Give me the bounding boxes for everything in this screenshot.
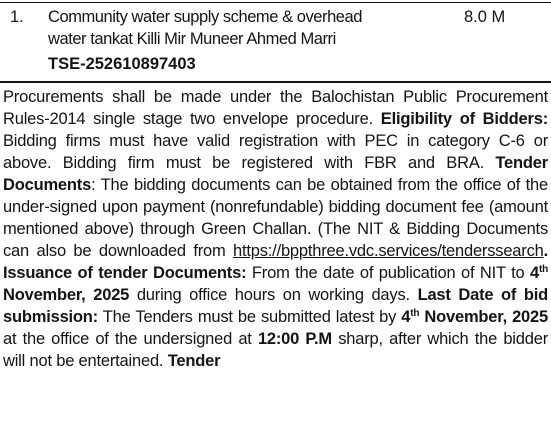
issuance-text: From the date of publication of NIT to: [251, 264, 525, 282]
scheme-item-row: [0, 3, 551, 81]
item-amount: 8.0 M: [464, 8, 506, 26]
submission-day-suffix: th: [410, 308, 420, 319]
tender-documents-text: : The bidding documents can be obtained from the office of the under-signed upon payment (nonrefundable) bidding document fee (amount mentioned above) through Green Challan. (The NIT & Bidding Documents can also be downloaded from: [3, 176, 548, 260]
notice-body: [3, 86, 548, 372]
last-date-text: The Tenders must be submitted latest by: [102, 308, 397, 326]
issuance-heading: Issuance of tender Documents:: [3, 264, 247, 282]
issuance-date: November, 2025: [3, 286, 130, 304]
submission-day-number: 4: [401, 308, 411, 326]
closing-heading: Tender: [167, 352, 221, 370]
submission-day: [401, 308, 548, 326]
download-link[interactable]: https://bppthree.vdc.services/tenderssearch: [233, 242, 544, 260]
submission-time: 12:00 P.M: [257, 330, 332, 348]
link-period: .: [543, 242, 548, 260]
closing-text: sharp, after which the bidder will not be entertained.: [3, 330, 548, 370]
issuance-day-suffix: th: [538, 264, 549, 275]
section-rule: [0, 81, 551, 83]
eligibility-heading: Eligibility of Bidders:: [380, 110, 548, 128]
item-description: Community water supply scheme & overhead water tankat Killi Mir Muneer Ahmed Marri: [48, 8, 362, 48]
submission-text: at the office of the undersigned at: [3, 330, 252, 348]
tender-documents-heading: Tender Documents: [3, 154, 548, 194]
item-number: 1.: [10, 8, 24, 26]
item-tse-number: TSE-252610897403: [48, 55, 196, 73]
issuance-day-number: 4: [530, 264, 539, 282]
intro-text: Procurements shall be made under the Balochistan Public Procurement Rules-2014 single stage two envelope procedure.: [3, 88, 548, 128]
issuance-hours: during office hours on working days.: [136, 286, 410, 304]
submission-date: November, 2025: [424, 308, 548, 326]
eligibility-text: Bidding firms must have valid registration with PEC in category C-6 or above. Bidding firm must be registered with FBR and BRA.: [3, 132, 548, 172]
last-date-heading: Last Date of bid submission:: [3, 286, 548, 326]
